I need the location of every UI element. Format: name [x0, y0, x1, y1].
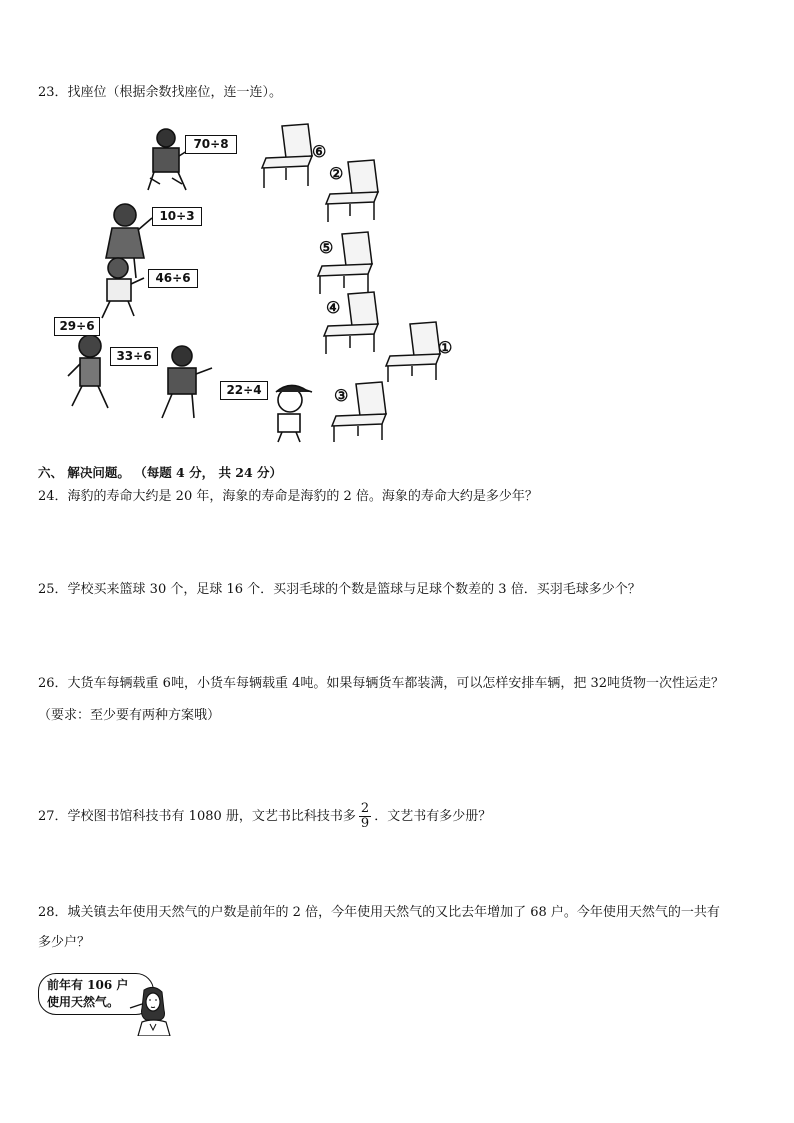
chair-1: [262, 124, 312, 188]
division-box[interactable]: 46÷6: [148, 269, 198, 288]
seat-number[interactable]: ③: [334, 386, 349, 405]
division-box[interactable]: 33÷6: [110, 347, 158, 366]
bubble-line1: 前年有 106 户: [47, 978, 129, 992]
q26-text-line2: （要求：至少要有两种方案哦）: [38, 708, 221, 723]
fraction-denominator: 9: [360, 816, 370, 831]
q24-text: 24．海豹的寿命大约是 20 年，海象的寿命是海豹的 2 倍。海象的寿命大约是多少年？: [38, 489, 538, 504]
chair-5: [386, 322, 440, 382]
seat-number[interactable]: ②: [329, 164, 344, 183]
woman-illustration: [128, 986, 178, 1036]
division-box[interactable]: 10÷3: [152, 207, 202, 226]
seat-number[interactable]: ①: [438, 338, 453, 357]
seat-number[interactable]: ⑤: [319, 238, 334, 257]
child-figure: [102, 258, 144, 318]
q26-text-line1: 26．大货车每辆载重 6吨，小货车每辆载重 4吨。如果每辆货车都装满，可以怎样安排车辆，把 32吨货物一次性运走？: [38, 676, 725, 691]
q23-text: 23．找座位（根据余数找座位，连一连）。: [38, 85, 283, 100]
division-box[interactable]: 29÷6: [54, 317, 100, 336]
q28-text-line1: 28．城关镇去年使用天然气的户数是前年的 2 倍，今年使用天然气的又比去年增加了 68 户。今年使用天然气的一共有: [38, 905, 720, 920]
section-title: 六、 解决问题。 （每题 4 分， 共 24 分）: [38, 465, 283, 480]
seat-number[interactable]: ④: [326, 298, 341, 317]
q27-before: 27．学校图书馆科技书有 1080 册，文艺书比科技书多: [38, 809, 356, 824]
seat-number[interactable]: ⑥: [312, 142, 327, 161]
q27-after: ．文艺书有多少册？: [374, 809, 492, 824]
q27-text: [38, 798, 491, 836]
child-figure: [276, 385, 312, 442]
q23-illustration: [50, 118, 470, 444]
bubble-line2: 使用天然气。: [47, 995, 120, 1009]
division-box[interactable]: 22÷4: [220, 381, 268, 400]
woman-drawing: [128, 986, 178, 1036]
fraction-numerator: 2: [360, 801, 370, 816]
q25-text: 25．学校买来篮球 30 个，足球 16 个．买羽毛球的个数是篮球与足球个数差的 3 倍．买羽毛球多少个？: [38, 582, 641, 597]
child-figure: [162, 346, 212, 418]
fraction: [359, 802, 371, 831]
q28-text-line2: 多少户？: [38, 935, 91, 950]
child-figure: [68, 335, 108, 408]
division-box[interactable]: 70÷8: [185, 135, 237, 154]
